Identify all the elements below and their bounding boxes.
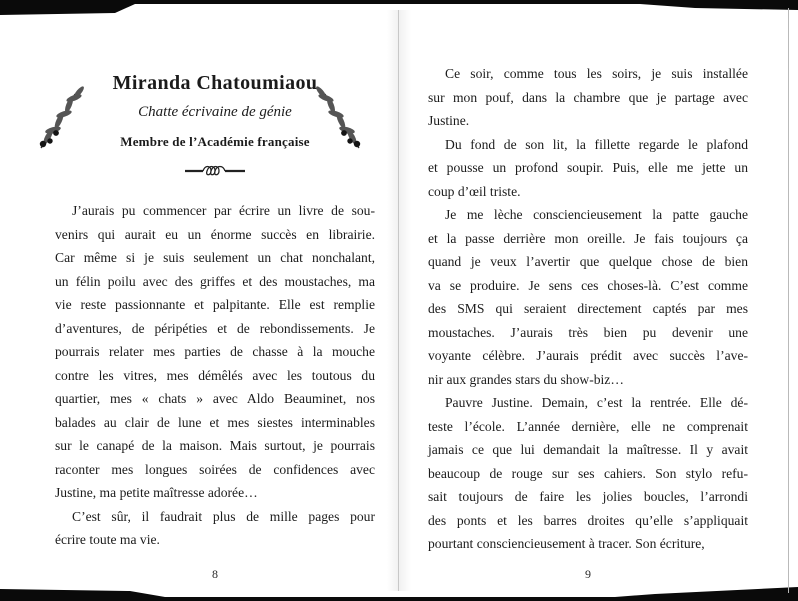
text-line: Car même si je suis seulement un chat nonchalant, xyxy=(55,250,375,265)
chapter-header xyxy=(55,72,375,179)
text-line: voyante célèbre. J’aurais prédit avec succès l’ave- xyxy=(428,348,748,363)
text-line: J’aurais pu commencer par écrire un livre de sou- xyxy=(72,203,375,218)
text-line: écrire toute ma vie. xyxy=(55,532,160,547)
paragraph xyxy=(428,133,748,204)
affiliation-line: Membre de l’Académie française xyxy=(120,134,310,149)
text-line: quand je veux l’avertir que quelque chose de bien xyxy=(428,254,748,269)
text-line: contre les vitres, mes démêlés avec les toutous du xyxy=(55,367,375,383)
text-line: pourtant consciencieusement à tracer. Son écriture, xyxy=(428,536,705,551)
left-page-body xyxy=(55,199,375,552)
text-line: Pauvre Justine. Demain, c’est la rentrée. Elle dé- xyxy=(445,395,748,410)
text-line: balades au clair de lune et mes siestes interminables xyxy=(55,414,375,430)
text-line: moustaches. J’aurais très bien pu devenir une xyxy=(428,324,748,340)
text-line: des ponts et les barres droites qu’elle s’appliquait xyxy=(428,512,748,528)
paragraph xyxy=(428,203,748,391)
paragraph xyxy=(428,391,748,556)
text-line: sur le canapé de la maison. Mais surtout, je pourrais xyxy=(55,438,375,453)
text-line: Justine. xyxy=(428,113,470,128)
page-number-right: 9 xyxy=(585,567,591,581)
text-line: beaucoup de rouge sur ses cahiers. Son stylo refu- xyxy=(428,465,748,481)
right-page-body xyxy=(428,62,748,556)
text-line: d’aventures, de péripéties et de rebondissements. Je xyxy=(55,320,375,336)
paragraph xyxy=(55,505,375,552)
text-line: des SMS qui seraient directement captés par mes xyxy=(428,301,748,316)
page-subtitle: Chatte écrivaine de génie xyxy=(138,104,292,120)
text-line: Ce soir, comme tous les soirs, je suis installée xyxy=(445,66,748,81)
paragraph xyxy=(428,62,748,133)
text-line: venirs qui aurait eu un énorme succès en librairie. xyxy=(55,226,375,242)
text-line: teste l’école. L’année dernière, elle ne comprenait xyxy=(428,418,748,434)
text-line: pourrais relater mes parties de chasse à la mouche xyxy=(55,344,375,359)
text-line: Du fond de son lit, la fillette regarde le plafond xyxy=(445,136,748,152)
paragraph xyxy=(55,199,375,505)
text-line: jamais ce que lui demandait la maîtresse. Il y avait xyxy=(428,442,748,457)
text-line: un félin poilu avec des griffes et des moustaches, ma xyxy=(55,273,375,289)
text-line: sait toujours de faire les jolies boucles, l’arrondi xyxy=(428,489,748,504)
text-line: C’est sûr, il faudrait plus de mille pages pour xyxy=(72,508,375,524)
text-line: coup d’œil triste. xyxy=(428,183,521,199)
text-line: nir aux grandes stars du show-biz… xyxy=(428,371,624,387)
text-line: Justine, ma petite maîtresse adorée… xyxy=(55,485,258,500)
page-number-left: 8 xyxy=(212,567,218,581)
text-line: et pousse un profond soupir. Puis, elle me jette un xyxy=(428,160,748,175)
page-title: Miranda Chatoumiaou xyxy=(112,72,318,94)
text-line: Je me lèche consciencieusement la patte gauche xyxy=(445,207,748,222)
text-line: et la passe derrière mon oreille. Je fais toujours ça xyxy=(428,230,748,246)
text-line: va se produire. Je sens ces choses-là. C’est comme xyxy=(428,277,748,293)
divider-ornament-icon xyxy=(55,163,375,179)
text-line: vie reste passionnante et palpitante. Elle est remplie xyxy=(55,297,375,312)
text-line: sur mon pouf, dans la chambre que je partage avec xyxy=(428,89,748,105)
right-page xyxy=(399,0,798,601)
text-line: raconter mes longues soirées de confidences avec xyxy=(55,461,375,477)
text-line: quartier, mes « chats » avec Aldo Beauminet, nos xyxy=(55,391,375,406)
